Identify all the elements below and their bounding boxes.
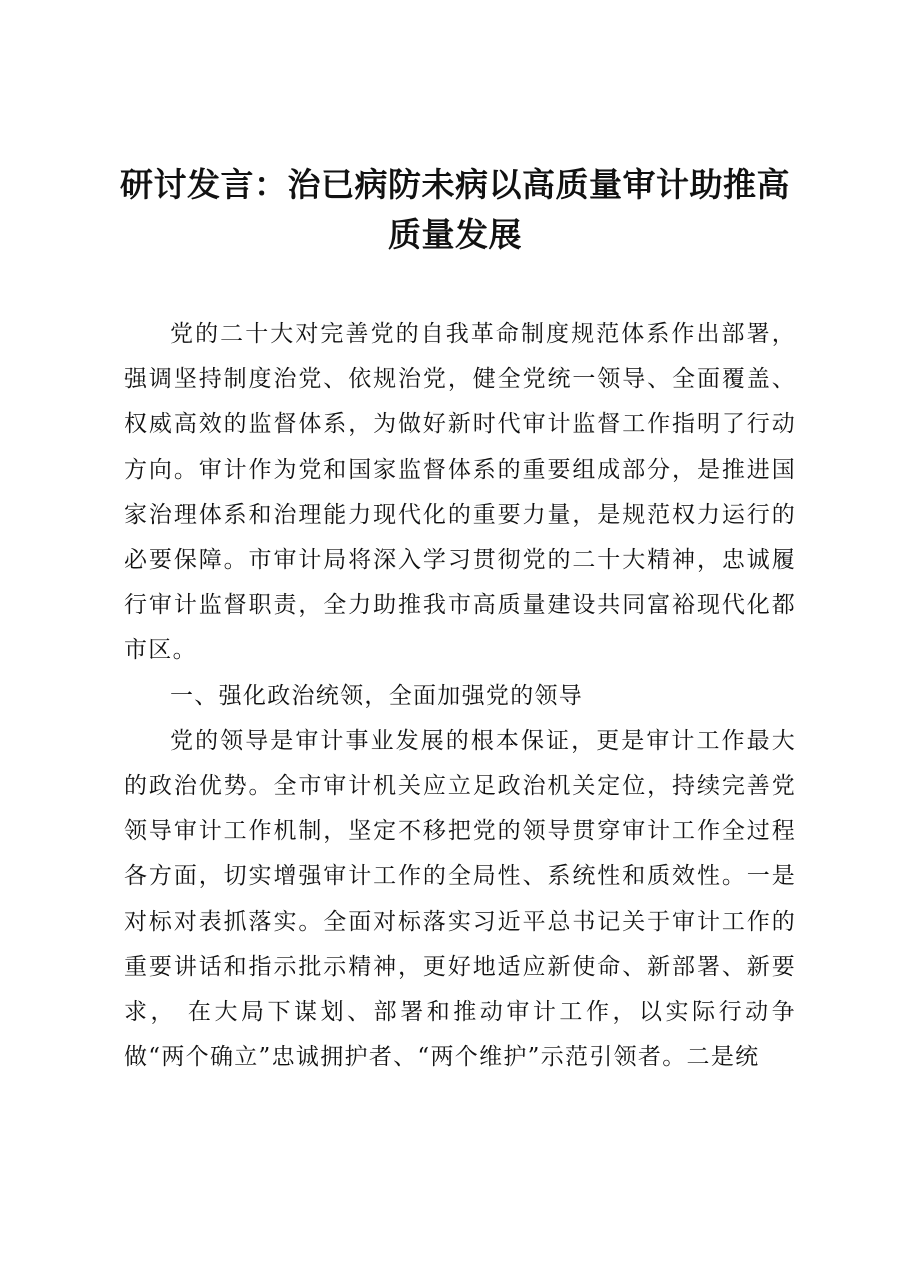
document-body: [124, 312, 796, 1080]
paragraph-intro: 党的二十大对完善党的自我革命制度规范体系作出部署，强调坚持制度治党、依规治党，健全党统一领导、全面覆盖、权威高效的监督体系，为做好新时代审计监督工作指明了行动方向。审计作为党和国家监督体系的重要组成部分，是推进国家治理体系和治理能力现代化的重要力量，是规范权力运行的必要保障。市审计局将深入学习贯彻党的二十大精神，忠诚履行审计监督职责，全力助推我市高质量建设共同富裕现代化都市区。: [124, 321, 796, 664]
title-line-1: 研讨发言：治已病防未病以高质量审计助推高: [120, 165, 790, 204]
document-title: [110, 160, 800, 260]
paragraph-section-1: 党的领导是审计事业发展的根本保证，更是审计工作最大的政治优势。全市审计机关应立足政治机关定位，持续完善党领导审计工作机制，坚定不移把党的领导贯穿审计工作全过程各方面，切实增强审计工作的全局性、系统性和质效性。一是对标对表抓落实。全面对标落实习近平总书记关于审计工作的重要讲话和指示批示精神，更好地适应新使命、新部署、新要求， 在大局下谋划、部署和推动审计工作，以实际行动争做“两个确立”忠诚拥护者、“两个维护”示范引领者。二是统: [124, 727, 796, 1071]
title-line-2: 质量发展: [388, 215, 522, 254]
section-heading-1: 一、强化政治统领，全面加强党的领导: [170, 682, 584, 709]
